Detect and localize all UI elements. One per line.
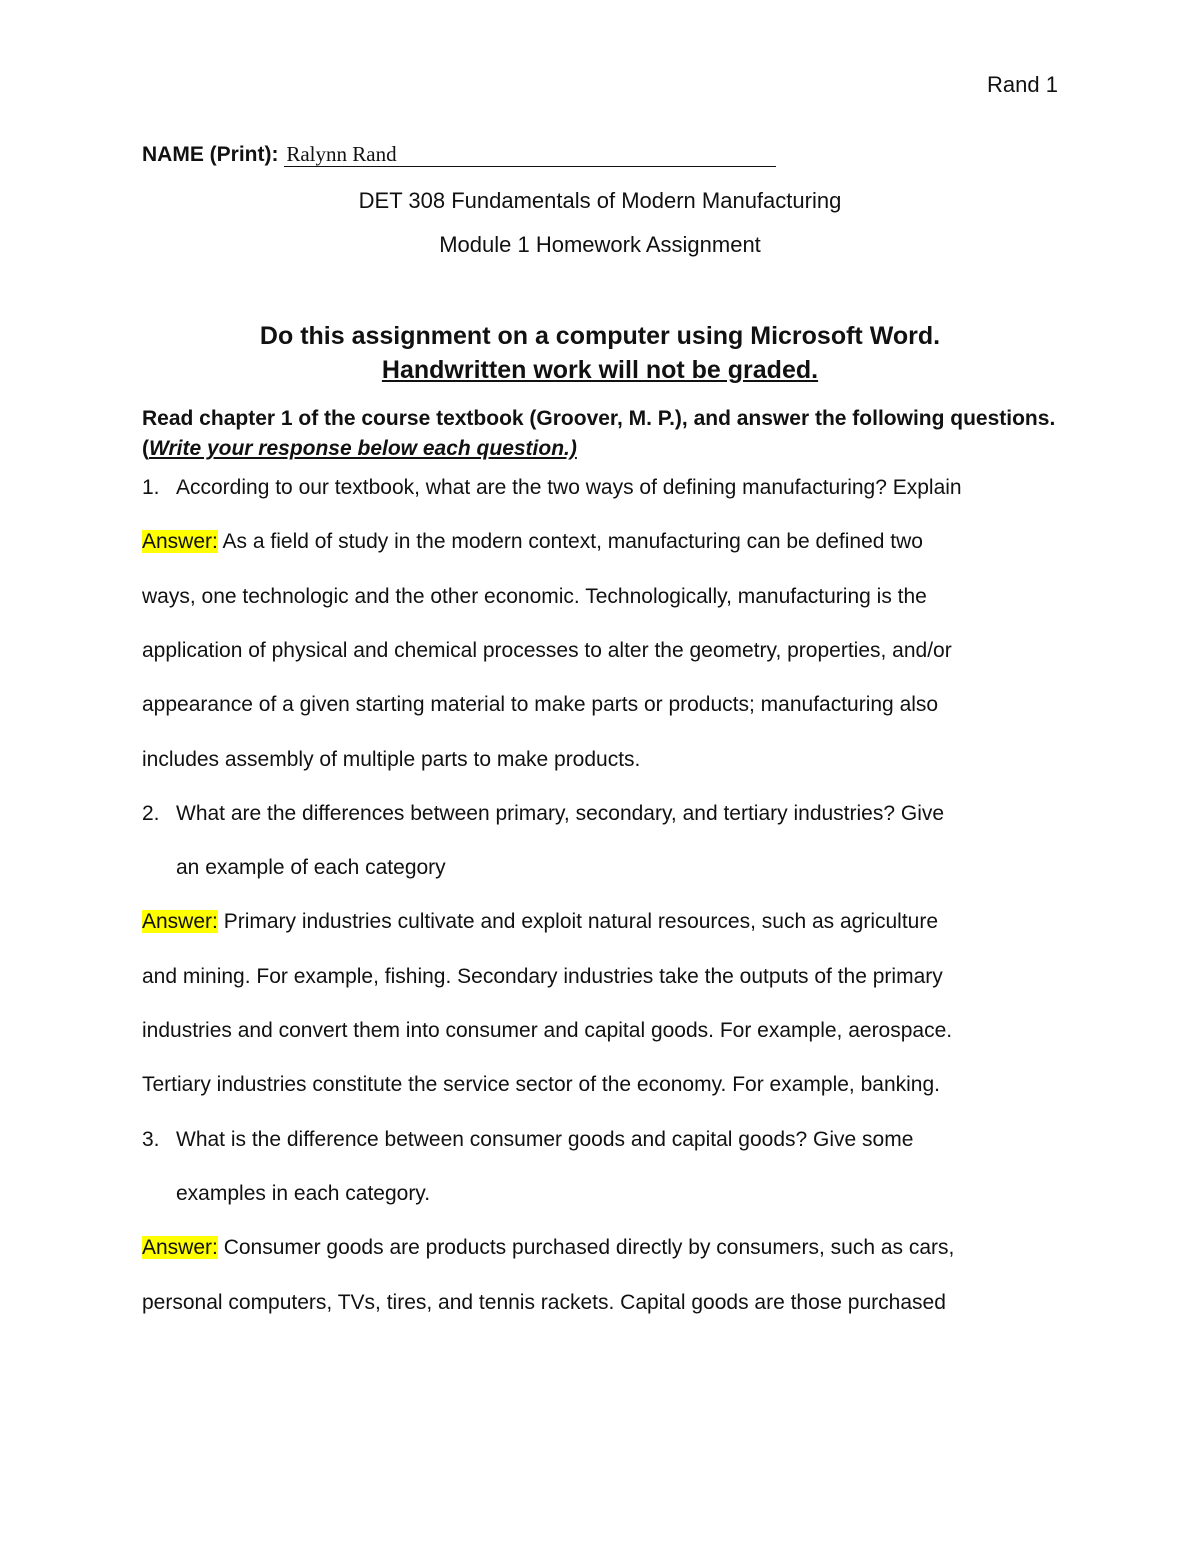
course-title: DET 308 Fundamentals of Modern Manufacturing xyxy=(358,188,842,213)
answer-label: Answer: xyxy=(142,530,218,554)
question-number: 1. xyxy=(142,476,160,499)
answer-text-line xyxy=(142,530,923,554)
answer-text-line xyxy=(142,748,640,772)
answer-text: application of physical and chemical processes to alter the geometry, properties, and/or xyxy=(142,638,952,662)
answer-text: Consumer goods are products purchased directly by consumers, such as cars, xyxy=(217,1236,955,1260)
answer-text-line xyxy=(142,639,952,663)
answer-text: ways, one technologic and the other economic. Technologically, manufacturing is the xyxy=(142,584,927,608)
reading-instructions-text: Read chapter 1 of the course textbook (Groover, M. P.), and answer the following questions. ( xyxy=(142,407,1056,460)
answer-text: appearance of a given starting material to make parts or products; manufacturing also xyxy=(142,693,939,717)
answer-text-line xyxy=(142,965,943,989)
answer-text: personal computers, TVs, tires, and tennis rackets. Capital goods are those purchased xyxy=(142,1290,946,1314)
instruction-line-2: Handwritten work will not be graded. xyxy=(381,356,819,384)
answer-label: Answer: xyxy=(142,910,218,934)
name-value[interactable]: Ralynn Rand xyxy=(284,142,776,167)
answer-text: includes assembly of multiple parts to make products. xyxy=(142,747,641,771)
answer-text-line xyxy=(142,1291,946,1315)
answer-text: Primary industries cultivate and exploit natural resources, such as agriculture xyxy=(217,910,939,934)
module-title: Module 1 Homework Assignment xyxy=(439,232,761,257)
answer-text: industries and convert them into consumer and capital goods. For example, aerospace. xyxy=(142,1019,953,1042)
reading-instructions-italic: Write your response below each question.) xyxy=(149,437,577,460)
answer-text-line xyxy=(142,910,938,934)
question-text-line: According to our textbook, what are the two ways of defining manufacturing? Explain xyxy=(176,476,962,499)
running-head: Rand 1 xyxy=(987,72,1058,97)
instruction-line-1: Do this assignment on a computer using Microsoft Word. xyxy=(259,322,941,350)
name-field xyxy=(142,142,776,167)
answer-text-line xyxy=(142,585,927,609)
answer-text: and mining. For example, fishing. Secondary industries take the outputs of the primary xyxy=(142,964,943,988)
answer-text-line xyxy=(142,1236,954,1260)
question-text-line: What are the differences between primary, secondary, and tertiary industries? Give xyxy=(176,801,945,825)
question-text-line: examples in each category. xyxy=(176,1181,431,1205)
question-text-line: an example of each category xyxy=(176,856,446,880)
answer-text: Tertiary industries constitute the service sector of the economy. For example, banking. xyxy=(142,1073,940,1097)
answer-label: Answer: xyxy=(142,1236,218,1260)
question-number: 3. xyxy=(142,1127,160,1151)
answer-text-line xyxy=(142,693,938,717)
answer-text-line xyxy=(142,1073,940,1097)
reading-instructions xyxy=(142,404,1062,464)
question-text-line: What is the difference between consumer goods and capital goods? Give some xyxy=(176,1127,914,1151)
question-number: 2. xyxy=(142,801,160,825)
answer-text: As a field of study in the modern context, manufacturing can be defined two xyxy=(217,530,923,554)
name-label: NAME (Print): xyxy=(142,143,279,166)
answer-text-line xyxy=(142,1019,952,1043)
